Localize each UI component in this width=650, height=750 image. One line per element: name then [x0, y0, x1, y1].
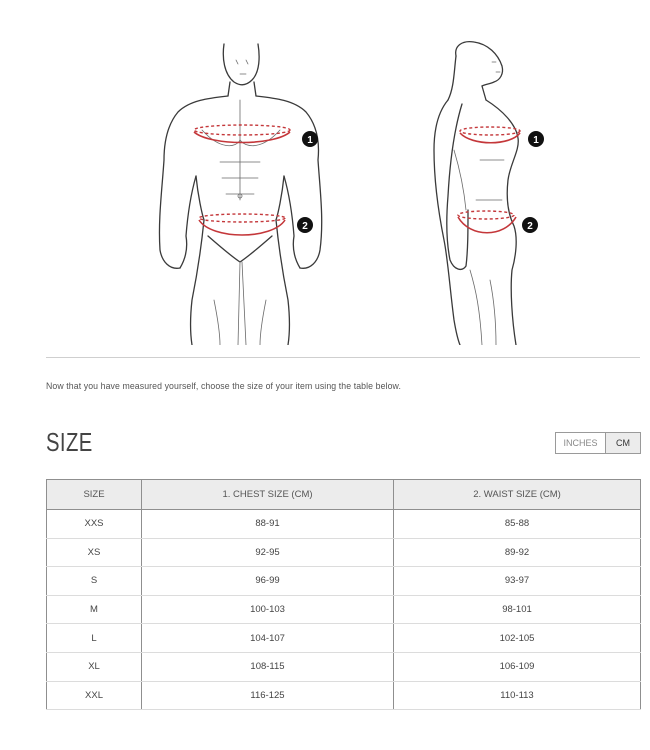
- table-row: [47, 567, 641, 596]
- svg-text:1: 1: [533, 135, 539, 146]
- size-cell: XXL: [47, 681, 142, 710]
- waist-cell: 98-101: [394, 595, 641, 624]
- chest-marker-badge: [302, 131, 318, 147]
- waist-cell: 93-97: [394, 567, 641, 596]
- svg-text:2: 2: [527, 221, 533, 232]
- chest-cell: 100-103: [142, 595, 394, 624]
- size-column-header: SIZE: [47, 480, 142, 510]
- waist-cell: 102-105: [394, 624, 641, 653]
- svg-text:1: 1: [307, 135, 313, 146]
- inches-toggle-button[interactable]: INCHES: [556, 433, 606, 453]
- size-cell: M: [47, 595, 142, 624]
- table-row: [47, 538, 641, 567]
- waist-cell: 106-109: [394, 652, 641, 681]
- waist-cell: 89-92: [394, 538, 641, 567]
- table-row: [47, 510, 641, 539]
- chest-cell: 96-99: [142, 567, 394, 596]
- svg-text:2: 2: [302, 221, 308, 232]
- chest-column-header: 1. CHEST SIZE (CM): [142, 480, 394, 510]
- table-header-row: [47, 480, 641, 510]
- side-chest-marker-badge: [528, 131, 544, 147]
- chest-cell: 88-91: [142, 510, 394, 539]
- chest-cell: 108-115: [142, 652, 394, 681]
- size-cell: XXS: [47, 510, 142, 539]
- chest-cell: 116-125: [142, 681, 394, 710]
- side-waist-marker-badge: [522, 217, 538, 233]
- table-row: [47, 681, 641, 710]
- side-body-illustration: [420, 0, 560, 345]
- intro-text: Now that you have measured yourself, choose the size of your item using the table below.: [46, 381, 401, 392]
- table-row: [47, 624, 641, 653]
- waist-cell: 110-113: [394, 681, 641, 710]
- cm-toggle-button[interactable]: CM: [606, 433, 640, 453]
- chest-cell: 92-95: [142, 538, 394, 567]
- waist-marker-badge: [297, 217, 313, 233]
- size-cell: XS: [47, 538, 142, 567]
- chest-cell: 104-107: [142, 624, 394, 653]
- measurement-illustrations: [0, 0, 650, 345]
- size-cell: S: [47, 567, 142, 596]
- size-heading: SIZE: [46, 427, 93, 457]
- size-cell: XL: [47, 652, 142, 681]
- table-row: [47, 595, 641, 624]
- size-cell: L: [47, 624, 142, 653]
- unit-toggle: [555, 432, 641, 454]
- front-body-illustration: [150, 0, 330, 345]
- section-divider: [46, 357, 640, 358]
- waist-cell: 85-88: [394, 510, 641, 539]
- table-row: [47, 652, 641, 681]
- waist-column-header: 2. WAIST SIZE (CM): [394, 480, 641, 510]
- size-table: [46, 479, 641, 710]
